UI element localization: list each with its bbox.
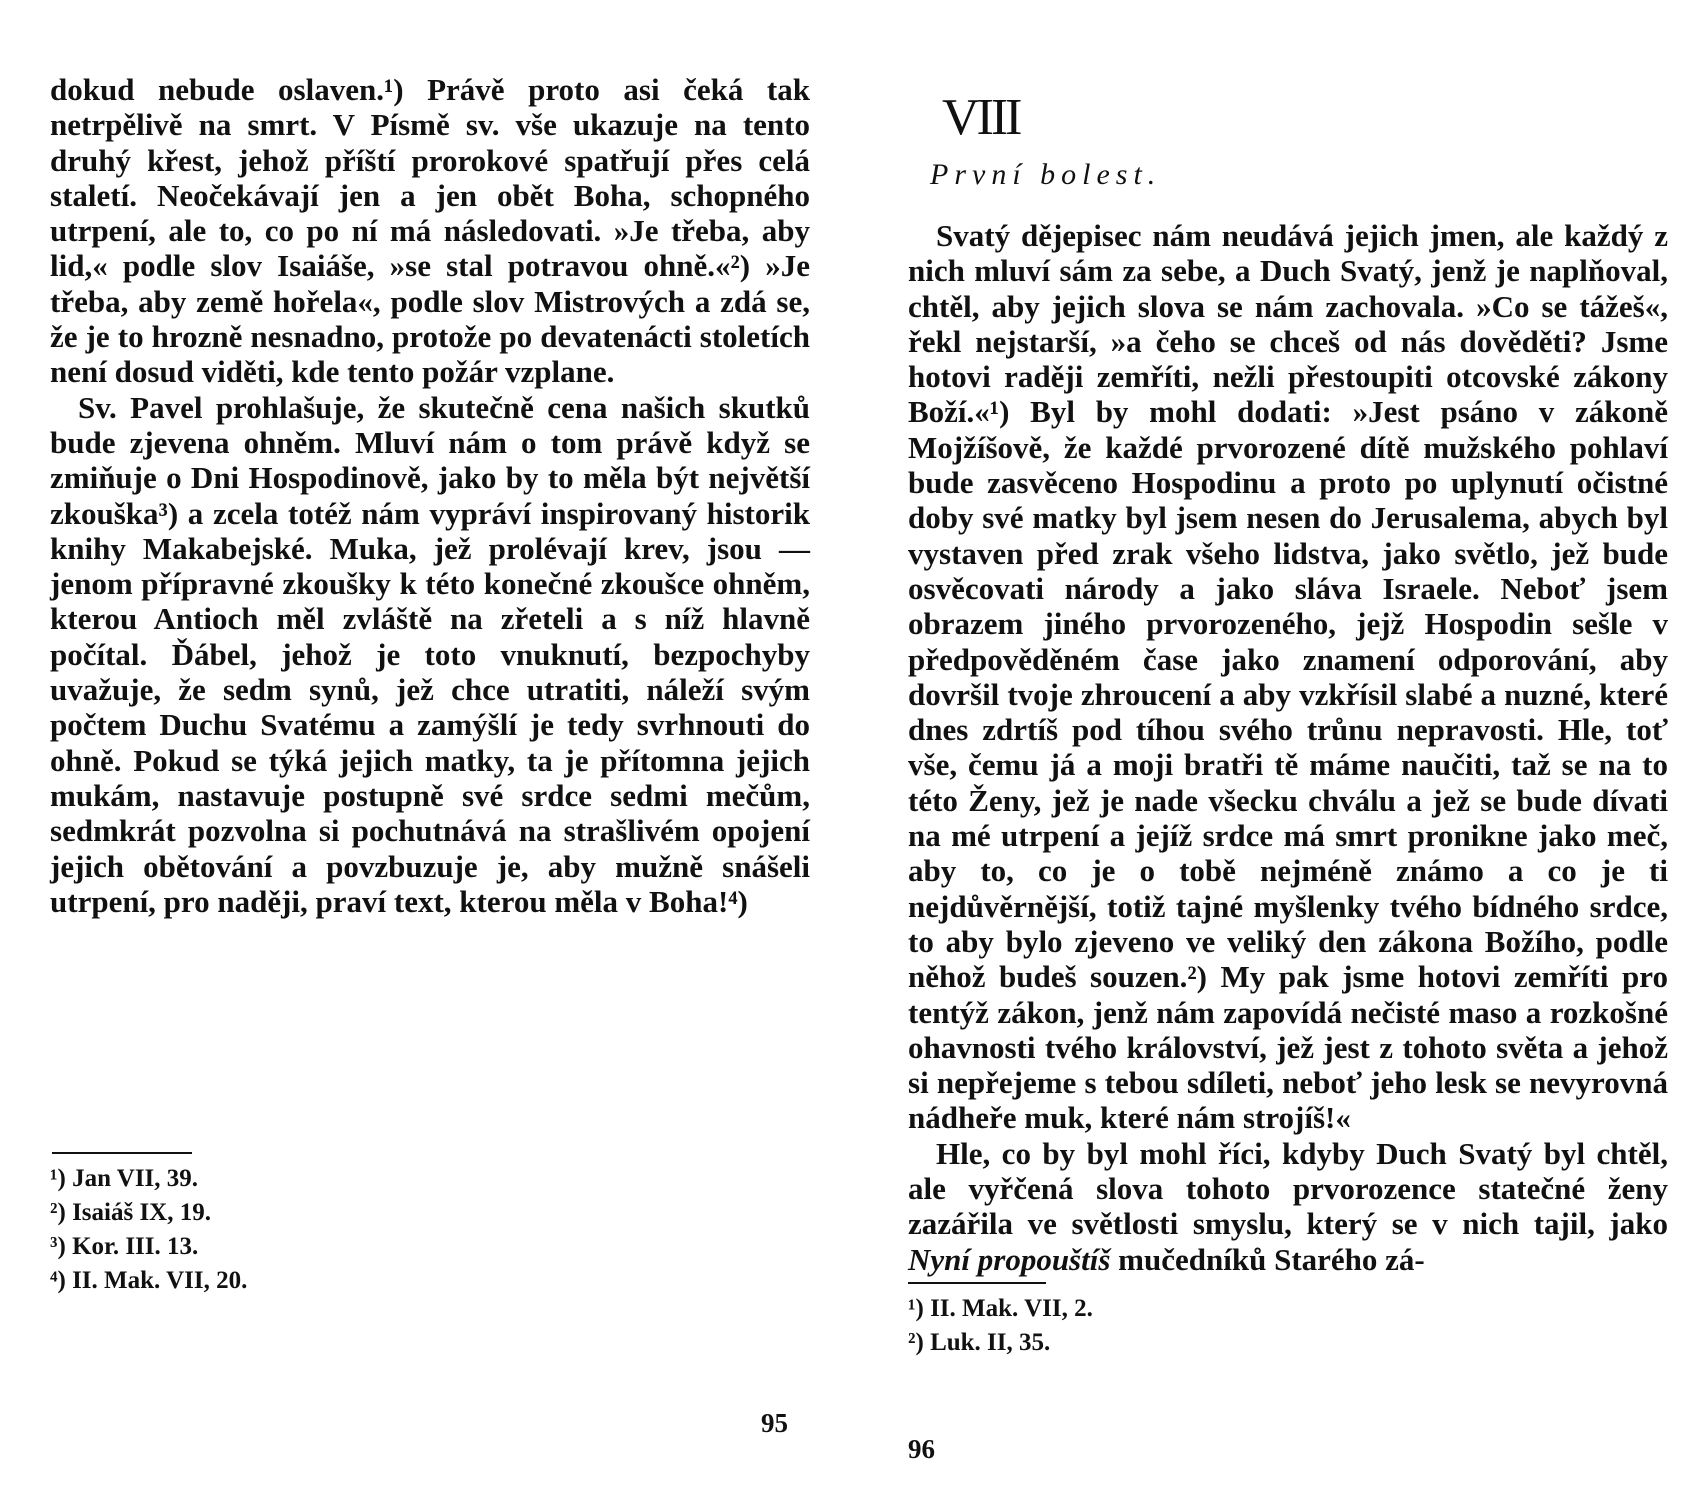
right-footnotes <box>908 1292 1093 1360</box>
right-paragraph-1: Svatý dějepisec nám neudává jejich jmen, ale každý z nich mluví sám za sebe, a Duch Svatý, jenž je naplňoval, chtěl, aby jejich slova se nám zachovala. »Co se tážeš«, řekl nejstarší, »a čeho se chceš od nás dověděti? Jsme hotovi raději zemříti, nežli přestoupiti otcovské zákony Boží.«¹) Byl by mohl dodati: »Jest psáno v zákoně Mojžíšově, že každé prvorozené dítě mužského pohlaví bude zasvěceno Hospodinu a proto po uplynutí očistné doby své matky byl jsem nesen do Jerusalema, abych byl vystaven před zrak všeho lidstva, jako světlo, jež bude osvěcovati národy a jako sláva Israele. Neboť jsem obrazem jiného prvorozeného, jejž Hospodin sešle v předpověděném čase jako znamení odporování, aby dovršil tvoje zhroucení a aby vzkřísil slabé a nuzné, které dnes zdrtíš pod tíhou svého trůnu nepravosti. Hle, toť vše, čemu já a moji bratři tě máme naučiti, taž se na to této Ženy, jež je nade všecku chválu a jež se bude dívati na mé utrpení a jejíž srdce má smrt pronikne jako meč, aby to, co je o tobě nejméně známo a co je ti nejdůvěrnější, totiž tajné myšlenky tvého bídného srdce, to aby bylo zjeveno ve veliký den zákona Božího, podle něhož budeš souzen.²) My pak jsme hotovi zemříti pro tentýž zákon, jenž nám zapovídá nečisté maso a rozkošné ohavnosti tvého království, jež jest z tohoto světa a jehož si nepřejeme s tebou sdíleti, neboť jeho lesk se nevyrovná nádheře muk, které nám strojíš!« <box>908 218 1668 1136</box>
right-footnote-rule <box>908 1282 1046 1284</box>
right-footnote-1: ¹) II. Mak. VII, 2. <box>908 1295 1093 1322</box>
left-footnote-2: ²) Isaiáš IX, 19. <box>50 1199 211 1226</box>
left-footnotes <box>50 1162 247 1298</box>
left-footnote-1: ¹) Jan VII, 39. <box>50 1165 199 1192</box>
left-footnote-3: ³) Kor. III. 13. <box>50 1233 199 1260</box>
chapter-title: První bolest. <box>930 158 1162 191</box>
left-paragraph-2: Sv. Pavel prohlašuje, že skutečně cena našich skutků bude zjevena ohněm. Mluví nám o tom právě když se zmiňuje o Dni Hospodinově, jako by to měla být největší zkouška³) a zcela totéž nám vypráví inspirovaný historik knihy Makabejské. Muka, jež prolévají krev, jsou — jenom přípravné zkoušky k této konečné zkoušce ohněm, kterou Antioch měl zvláště na zřeteli a s níž hlavně počítal. Ďábel, jehož je toto vnuknutí, bezpochyby uvažuje, že sedm synů, jež chce utratiti, náleží svým počtem Duchu Svatému a zamýšlí je tedy svrhnouti do ohně. Pokud se týká jejich matky, ta je přítomna jejich mukám, nastavuje postupně své srdce sedmi mečům, sedmkrát pozvolna si pochutnává na strašlivém opojení jejich obětování a povzbuzuje je, aby mužně snášeli utrpení, pro naději, praví text, kterou měla v Boha!⁴) <box>50 389 810 919</box>
right-paragraph-2 <box>908 1136 1668 1277</box>
right-paragraph-2-end: mučedníků Starého zá- <box>1110 1241 1425 1277</box>
right-paragraph-2-start: Hle, co by byl mohl říci, kdyby Duch Svatý byl chtěl, ale vyřčená slova tohoto prvorozence statečné ženy zazářila ve světlosti smyslu, který se v nich tajil, jako <box>908 1135 1668 1242</box>
left-page-number: 95 <box>761 1408 788 1438</box>
right-paragraph-2-italic: Nyní propouštíš <box>908 1241 1111 1277</box>
chapter-number: VIII <box>942 89 1020 146</box>
left-footnote-4: ⁴) II. Mak. VII, 20. <box>50 1267 248 1294</box>
left-footnote-rule <box>52 1152 192 1154</box>
left-paragraph-1: dokud nebude oslaven.¹) Právě proto asi čeká tak netrpělivě na smrt. V Písmě sv. vše ukazuje na tento druhý křest, jehož příští prorokové spatřují přes celá staletí. Neočekávají jen a jen obět Boha, schopného utrpení, ale to, co po ní má následovati. »Je třeba, aby lid,« podle slov Isaiáše, »se stal potravou ohně.«²) »Je třeba, aby země hořela«, podle slov Mistrových a zdá se, že je to hrozně nesnadno, protože po devatenácti stoletích není dosud viděti, kde tento požár vzplane. <box>50 72 810 390</box>
right-page-body <box>908 218 1668 1277</box>
right-footnote-2: ²) Luk. II, 35. <box>908 1329 1051 1356</box>
left-page-body <box>50 72 810 919</box>
right-page-number: 96 <box>908 1434 935 1464</box>
